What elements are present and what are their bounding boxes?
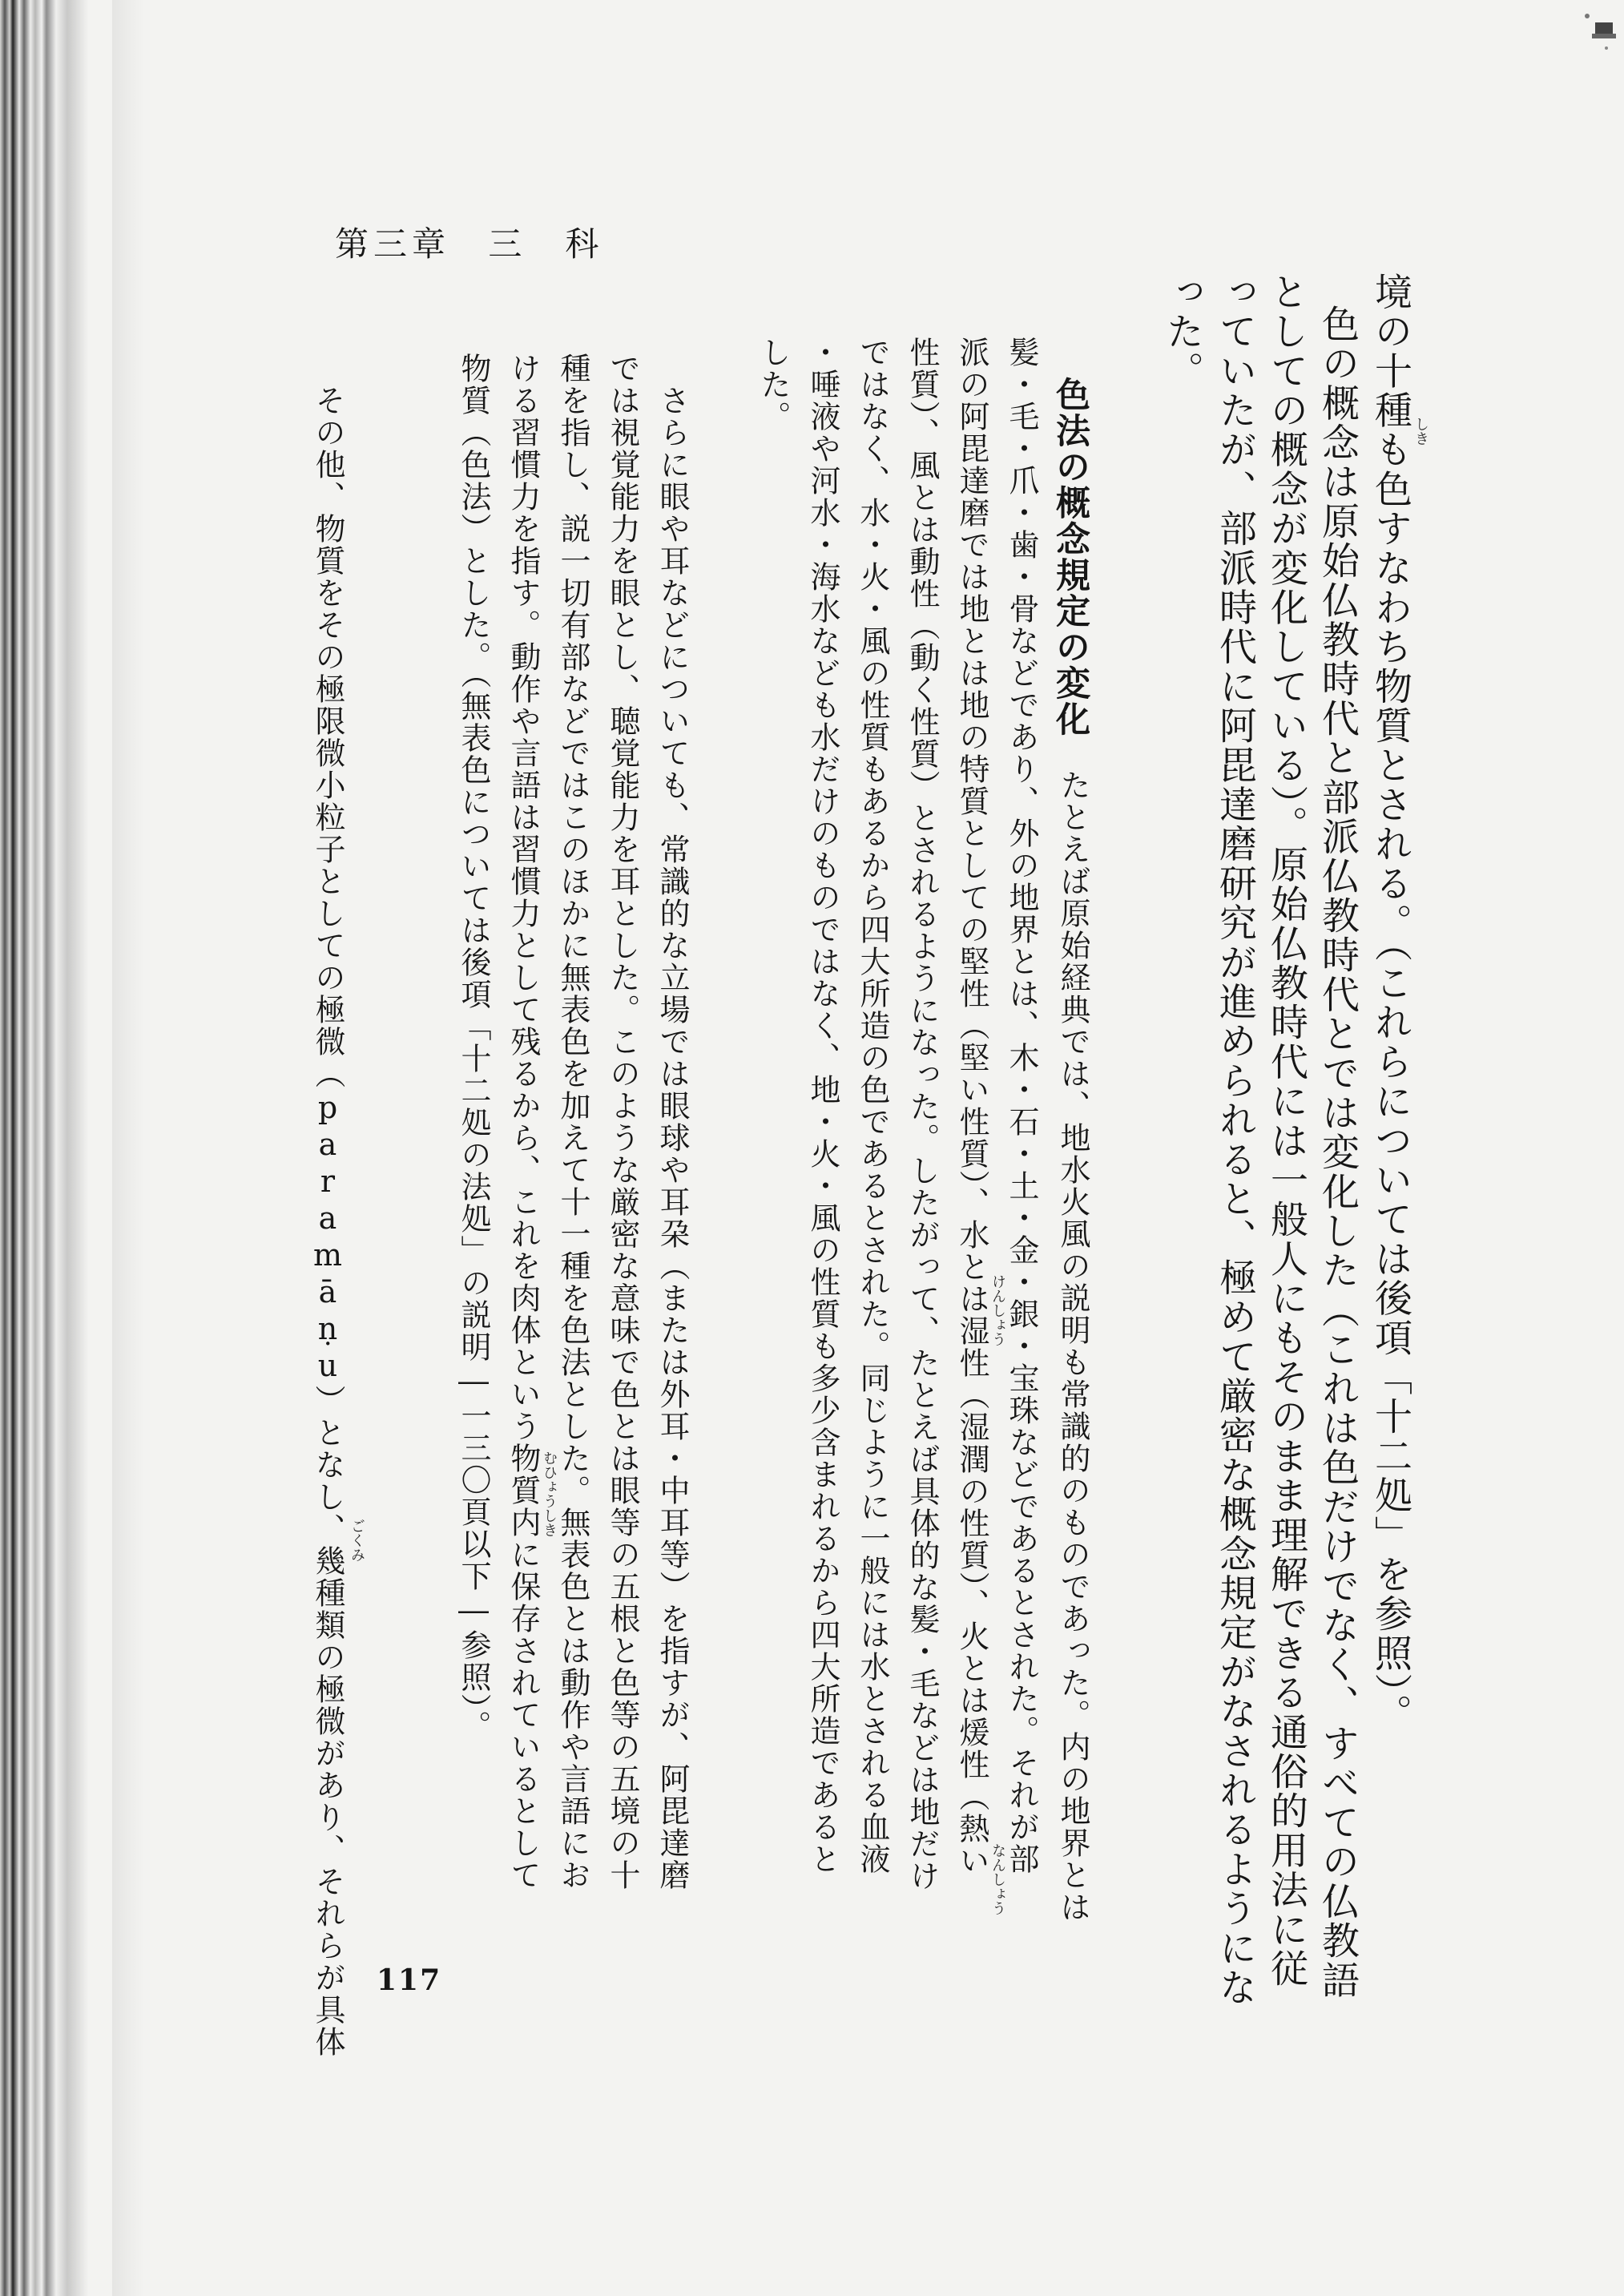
text-column-17: 物質（色法）とした。（無表色については後項「十二処の法処」の説明―一三〇頁以下―参照）。: [456, 353, 491, 1742]
text-column-16: ける習慣力を指す。動作や言語は習慣力として残るから、これを肉体という物質内に保存されているとして: [506, 353, 541, 1891]
text-column-9: 性質）、風とは動性（動く性質）とされるようになった。したがって、たとえば具体的な髪・毛などは地だけ: [905, 337, 940, 1892]
text-column-14: では視覚能力を眼とし、聴覚能力を耳とした。このような厳密な意味で色とは眼等の五根と色等の五境の十: [605, 353, 640, 1891]
text-column-15: 種を指し、説一切有部などではこのほかに無表色を加えて十一種を色法とした。無表色とは動作や言語にお: [555, 353, 590, 1891]
section-label: 三 科: [488, 224, 604, 264]
text-column-4: っていたが、部派時代に阿毘達磨研究が進められると、極めて厳密な概念規定がなされるようにな: [1213, 272, 1257, 2007]
furigana-muhyoshiki: むひょうしき: [541, 1451, 558, 1537]
section-heading: 色法の概念規定の変化: [1050, 377, 1090, 737]
binding-shadow: [112, 0, 144, 2296]
text-column-11: ・唾液や河水・海水なども水だけのものではなく、地・火・風の性質も多少含まれるから四大所造であると: [805, 337, 840, 1875]
furigana-kensho: けんしょう: [989, 1274, 1006, 1346]
text-column-18: その他、物質をその極限微小粒子としての極微（paramāṇu）となし、幾種類の極微があり、それらが具体: [310, 385, 345, 2058]
furigana-nansho: なんしょう: [989, 1843, 1006, 1915]
text-column-7: 髪・毛・爪・歯・骨などであり、外の地界とは、木・石・土・金・銀・宝珠などであるとされた。それが部: [1004, 337, 1039, 1875]
furigana-gokumi: ごくみ: [349, 1519, 365, 1562]
text-column-13: さらに眼や耳などについても、常識的な立場では眼球や耳朶（または外耳・中耳等）を指すが、阿毘達磨: [655, 385, 690, 1891]
text-column-8: 派の阿毘達磨では地とは地の特質としての堅性（堅い性質）、水とは湿性（湿潤の性質）、火とは煖性（熱い: [954, 337, 989, 1877]
text-column-5: った。: [1160, 272, 1204, 390]
section-first-line: たとえば原始経典では、地水火風の説明も常識的のものであった。内の地界とは: [1055, 769, 1090, 1923]
page-number: 117: [377, 1963, 442, 1997]
text-column-2: 色の概念は原始仏教時代と部派仏教時代とでは変化した（これは色だけでなく、すべての仏教語: [1316, 305, 1360, 2000]
furigana-shiki: しき: [1412, 417, 1429, 446]
text-column-3: としての概念が変化している）。原始仏教時代には一般人にもそのまま理解できる通俗的用法に従: [1264, 272, 1308, 1989]
scan-corner-mark: [1571, 0, 1619, 72]
text-column-12: した。: [756, 337, 791, 433]
running-head: [335, 218, 603, 266]
chapter-label: 第三章: [335, 224, 451, 264]
text-column-1: 境の十種も色すなわち物質とされる。（これらについては後項「十二処」を参照）。: [1368, 272, 1412, 1733]
book-binding-edge: [0, 0, 128, 2296]
text-column-10: ではなく、水・火・風の性質もあるから四大所造の色であるとされた。同じように一般には水とされる血液: [855, 337, 890, 1875]
